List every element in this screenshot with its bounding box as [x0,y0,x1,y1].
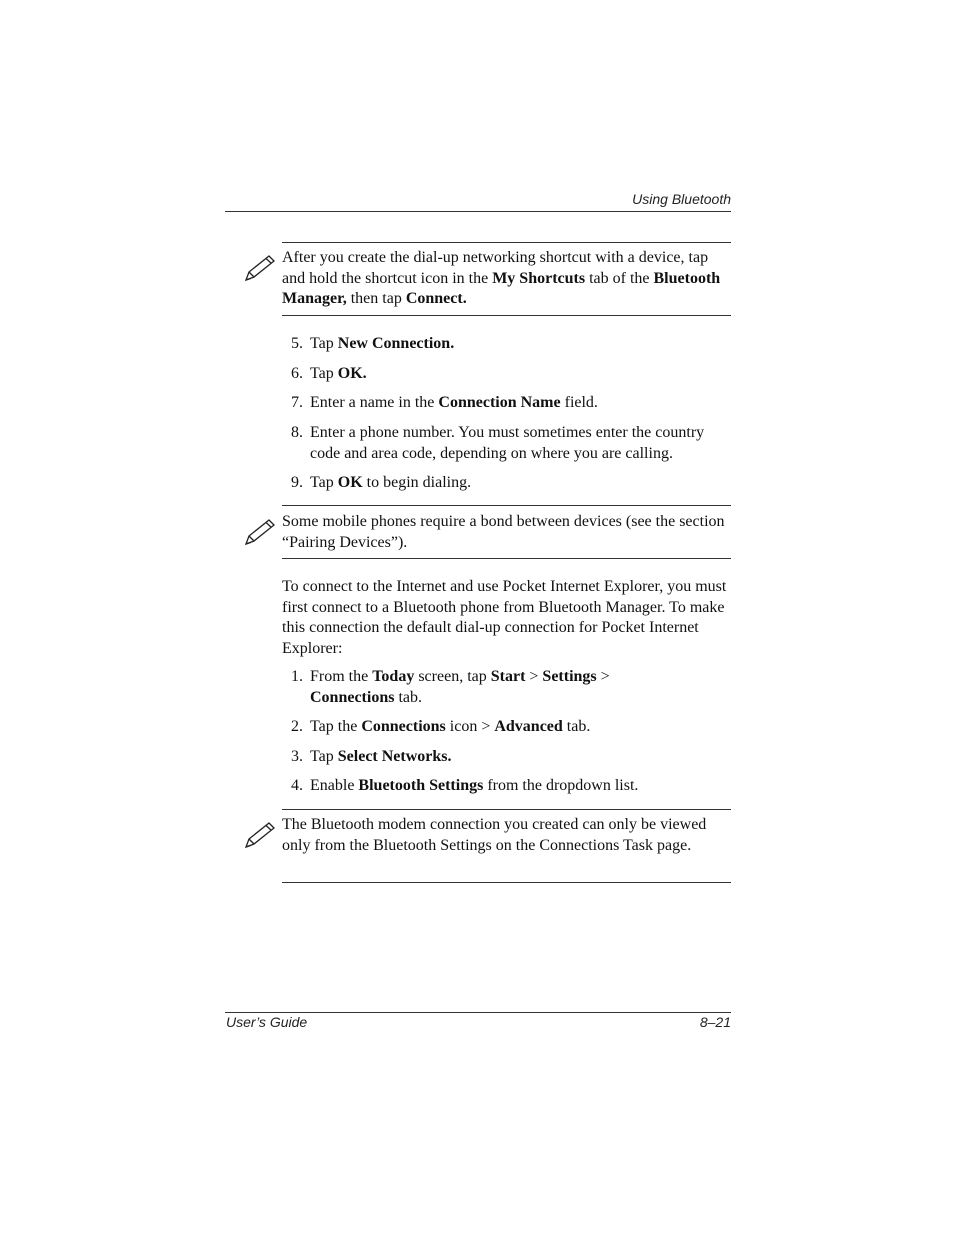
running-header: Using Bluetooth [632,191,731,207]
list-item: 4. Enable Bluetooth Settings from the dropdown list. [291,777,639,794]
list-item: 6. Tap OK. [291,365,367,382]
note-bottom-rule [282,882,731,883]
footer-title: User’s Guide [226,1014,308,1030]
page-number: 8–21 [699,1014,731,1030]
note-2: Some mobile phones require a bond between devices (see the section “Pairing Devices”). [282,513,725,551]
pencil-icon [243,819,277,849]
header-rule [225,211,731,212]
list-item: 9. Tap OK to begin dialing. [291,474,472,491]
list-item: 8. Enter a phone number. You must sometimes enter the country code and area code, depending on where you are calling. [291,424,705,462]
pencil-icon [243,516,277,546]
note-bottom-rule [282,315,731,316]
list-item: 7. Enter a name in the Connection Name field. [291,394,598,411]
footer-rule [225,1012,731,1013]
list-item: 3. Tap Select Networks. [291,748,452,765]
list-item: 5. Tap New Connection. [291,335,455,352]
list-item: 2. Tap the Connections icon > Advanced tab. [291,718,591,735]
note-top-rule [282,242,731,243]
intro-paragraph: To connect to the Internet and use Pocket Internet Explorer, you must first connect to a Bluetooth phone from Bluetooth Manager. To make this connection the default dial-up connection for Pocket Internet Explorer: [282,578,727,657]
note-3: The Bluetooth modem connection you created can only be viewed only from the Bluetooth Settings on the Connections Task page. [282,816,707,854]
note-bottom-rule [282,558,731,559]
note-top-rule [282,505,731,506]
pencil-icon [243,252,277,282]
note-top-rule [282,809,731,810]
list-item: 1. From the Today screen, tap Start > Settings > Connections tab. [291,668,610,706]
note-1: After you create the dial-up networking shortcut with a device, tap and hold the shortcut icon in the My Shortcuts tab of the Bluetooth Manager, then tap Connect. [282,249,721,307]
